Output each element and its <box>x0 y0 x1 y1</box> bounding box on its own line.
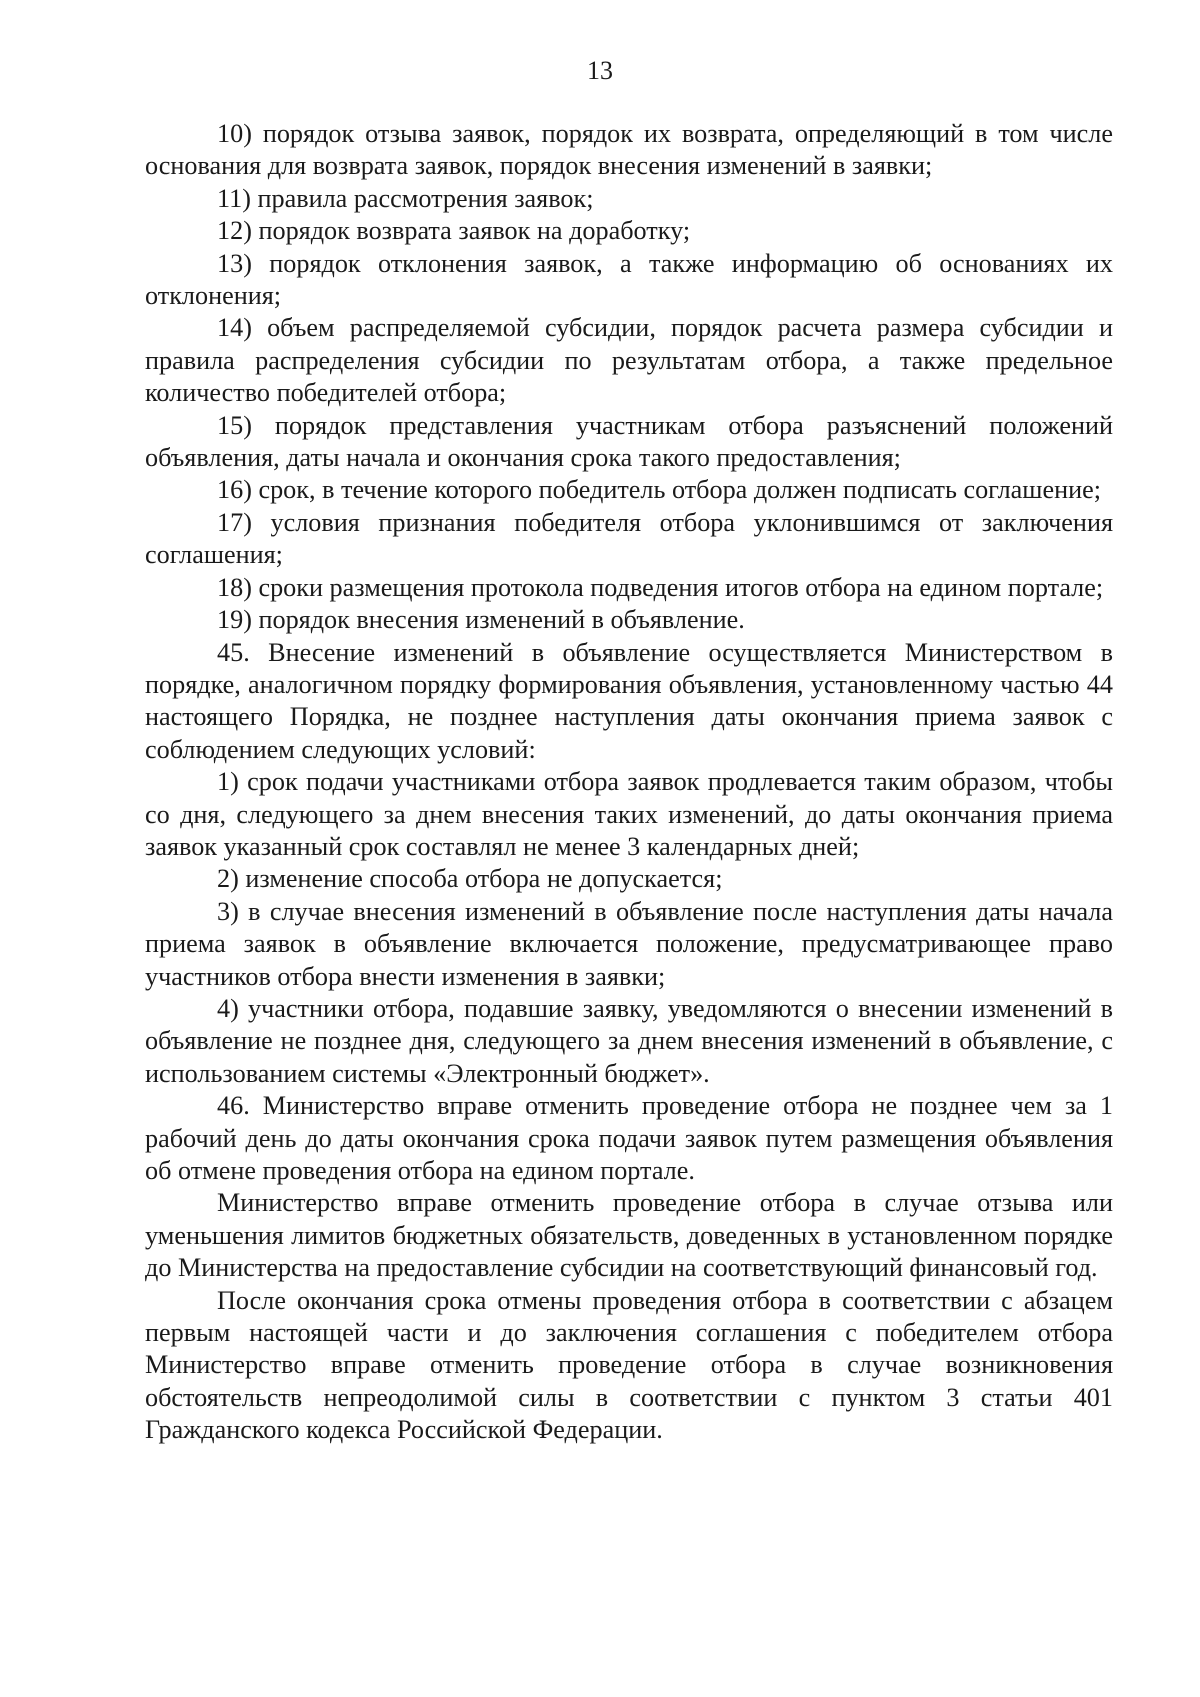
paragraph-item-19: 19) порядок внесения изменений в объявление. <box>217 605 745 635</box>
paragraph-section-46: 46. Министерство вправе отменить проведение отбора не позднее чем за 1 рабочий день до даты окончания срока подачи заявок путем размещения объявления об отмене проведения отбора на едином портале. <box>145 1091 1113 1185</box>
paragraph-section-45: 45. Внесение изменений в объявление осуществляется Министерством в порядке, аналогичном порядку формирования объявления, установленному частью 44 настоящего Порядка, не позднее наступления даты окончания приема заявок с соблюдением следующих условий: <box>145 637 1113 764</box>
paragraph-item-10: 10) порядок отзыва заявок, порядок их возврата, определяющий в том числе основания для возврата заявок, порядок внесения изменений в заявки; <box>145 119 1113 181</box>
paragraph-condition-2: 2) изменение способа отбора не допускается; <box>217 864 723 894</box>
paragraph-condition-4: 4) участники отбора, подавшие заявку, уведомляются о внесении изменений в объявление не позднее дня, следующего за днем внесения изменений в объявление, с использованием системы «Электронный бюджет». <box>145 993 1113 1088</box>
paragraph-item-12: 12) порядок возврата заявок на доработку; <box>217 216 691 246</box>
paragraph-cancel-limits: Министерство вправе отменить проведение отбора в случае отзыва или уменьшения лимитов бюджетных обязательств, доведенных в установленном порядке до Министерства на предоставление субсидии на соответствующий финансовый год. <box>145 1188 1113 1283</box>
page-number: 13 <box>587 56 613 85</box>
document-body <box>145 118 1113 1447</box>
paragraph-item-16: 16) срок, в течение которого победитель отбора должен подписать соглашение; <box>217 475 1101 505</box>
paragraph-condition-3: 3) в случае внесения изменений в объявление после наступления даты начала приема заявок в объявление включается положение, предусматривающее право участников отбора внести изменения в заявки; <box>145 896 1113 991</box>
paragraph-item-14: 14) объем распределяемой субсидии, порядок расчета размера субсидии и правила распределения субсидии по результатам отбора, а также предельное количество победителей отбора; <box>145 313 1113 408</box>
paragraph-item-13: 13) порядок отклонения заявок, а также информацию об основаниях их отклонения; <box>145 248 1113 311</box>
paragraph-force-majeure: После окончания срока отмены проведения отбора в соответствии с абзацем первым настоящей части и до заключения соглашения с победителем отбора Министерство вправе отменить проведение отбора в случае возникновения обстоятельств непреодолимой силы в соответствии с пунктом 3 статьи 401 Гражданского кодекса Российской Федерации. <box>145 1285 1113 1445</box>
paragraph-item-15: 15) порядок представления участникам отбора разъяснений положений объявления, даты начала и окончания срока такого предоставления; <box>145 410 1113 473</box>
paragraph-item-17: 17) условия признания победителя отбора уклонившимся от заключения соглашения; <box>145 507 1113 570</box>
paragraph-item-11: 11) правила рассмотрения заявок; <box>217 183 594 213</box>
paragraph-condition-1: 1) срок подачи участниками отбора заявок продлевается таким образом, чтобы со дня, следующего за днем внесения таких изменений, до даты окончания приема заявок указанный срок составлял не менее 3 календарных дней; <box>145 767 1113 861</box>
paragraph-item-18: 18) сроки размещения протокола подведения итогов отбора на едином портале; <box>217 572 1104 602</box>
